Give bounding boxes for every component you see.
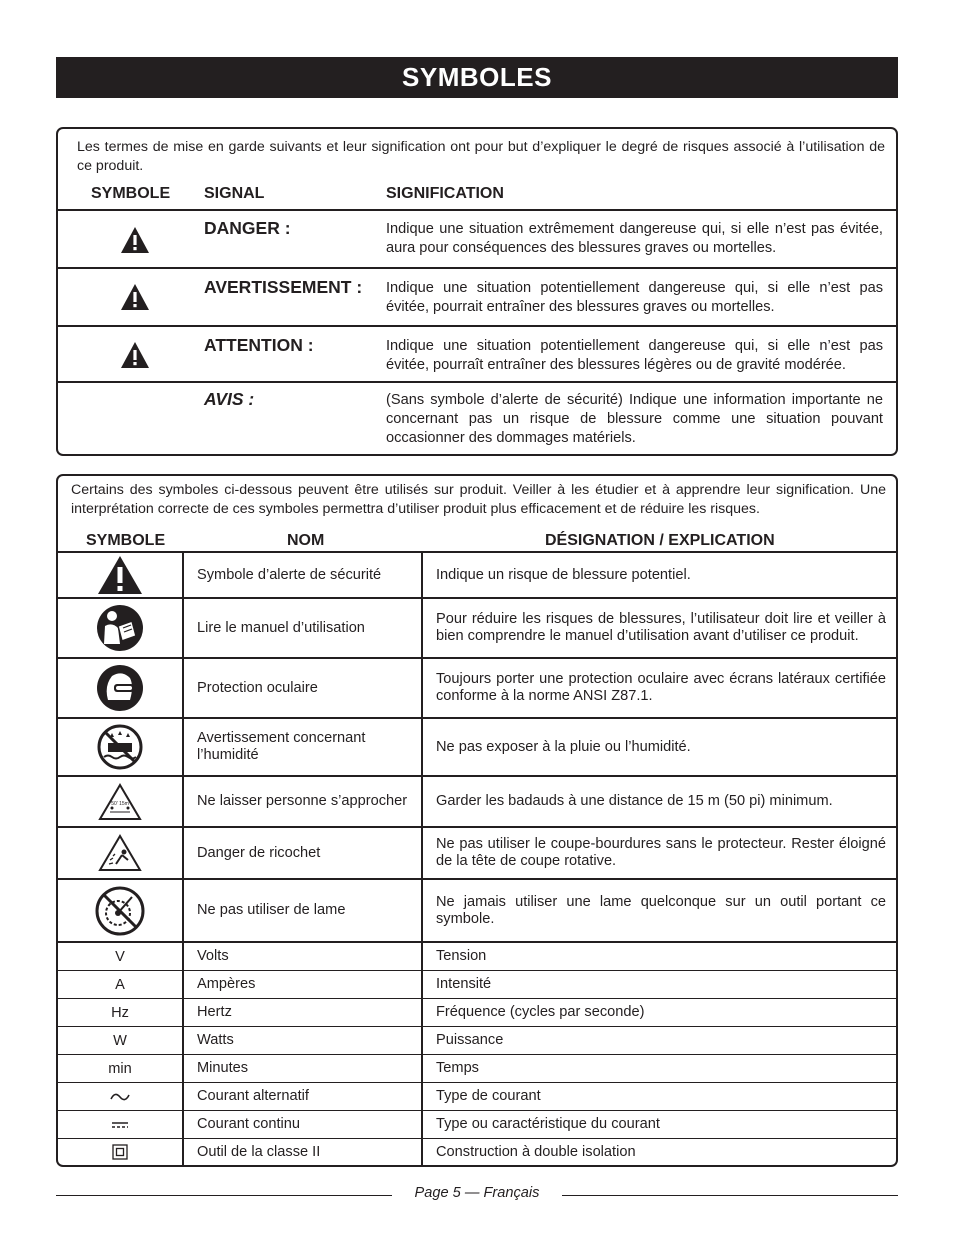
symbol-name: Protection oculaire (197, 679, 318, 696)
symbol-explanation: Garder les badauds à une distance de 15 m (50 pi) minimum. (436, 793, 833, 809)
symbol-name: Symbole d’alerte de sécurité (197, 566, 382, 583)
symbol-volts: V (115, 948, 125, 965)
alternating-current-icon (110, 1091, 130, 1103)
signal-words-table (56, 127, 898, 456)
signal-header-symbol: SYMBOLE (91, 185, 171, 202)
symbol-explanation: Indique un risque de blessure potentiel. (436, 566, 691, 583)
symbols-intro: Certains des symboles ci-dessous peuvent être utilisés sur produit. Veiller à les étudier et à apprendre leur signification. Une interprétation correcte de ces symboles permettra d’utiliser produit plus efficacement et de réduire les risques. (71, 482, 886, 517)
symbol-amperes: A (115, 976, 125, 993)
symbol-name: Minutes (197, 1060, 249, 1076)
page-footer: Page 5 — Français (414, 1185, 540, 1201)
symbol-explanation: Intensité (436, 976, 492, 992)
symbol-explanation: Temps (436, 1060, 479, 1076)
symbol-name: Danger de ricochet (197, 844, 321, 861)
symbol-explanation: Ne pas utiliser le coupe-bourdures sans le protecteur. Rester éloigné de la tête de coupe rotative. (436, 836, 886, 869)
meaning-avis: (Sans symbole d’alerte de sécurité) Indique une information importante ne concernant pas un risque de blessure comme une situation pouvant occasionner des dommages matériels. (386, 392, 883, 446)
direct-current-icon (111, 1120, 129, 1130)
symbols-header-name: NOM (287, 532, 325, 549)
symbol-explanation: Construction à double isolation (436, 1143, 636, 1160)
read-manual-icon (96, 604, 144, 652)
symbol-hertz: Hz (111, 1004, 129, 1021)
ricochet-icon (98, 834, 142, 872)
symbol-explanation: Type ou caractéristique du courant (436, 1116, 660, 1132)
symbol-name: Volts (197, 948, 229, 964)
signal-avertissement: AVERTISSEMENT : (204, 277, 363, 297)
signal-header-signal: SIGNAL (204, 185, 265, 202)
symbol-name: Courant alternatif (197, 1088, 309, 1104)
symbols-header-symbol: SYMBOLE (86, 532, 166, 549)
symbol-explanation: Ne jamais utiliser une lame quelconque sur un outil portant ce symbole. (436, 893, 886, 927)
symbol-name: Ne pas utiliser de lame (197, 902, 346, 918)
symbol-explanation: Ne pas exposer à la pluie ou l’humidité. (436, 738, 691, 755)
warning-triangle-icon (120, 283, 150, 311)
eye-protection-icon (96, 664, 144, 712)
symbol-explanation: Pour réduire les risques de blessures, l’utilisateur doit lire et veiller à bien comprendre le manuel d’utilisation avant d’utiliser ce produit. (436, 611, 886, 644)
title-bar (56, 57, 898, 98)
keep-bystanders-away-icon (98, 783, 142, 821)
meaning-danger: Indique une situation extrêmement dangereuse qui, si elle n’est pas évitée, aura pour conséquences des blessures graves ou mortelles. (386, 221, 883, 256)
safety-alert-icon (97, 555, 143, 595)
symbol-name: Ne laisser personne s’approcher (197, 793, 408, 809)
symbol-watts: W (113, 1032, 127, 1049)
symbol-explanation: Type de courant (436, 1088, 541, 1104)
page-title: SYMBOLES (402, 62, 552, 92)
symbol-explanation: Fréquence (cycles par seconde) (436, 1004, 645, 1020)
signal-attention: ATTENTION : (204, 335, 314, 355)
warning-triangle-icon (120, 341, 150, 369)
symbol-name: Avertissement concernant l’humidité (197, 730, 366, 763)
symbol-name: Watts (197, 1032, 234, 1048)
symbols-header-explanation: DÉSIGNATION / EXPLICATION (545, 532, 775, 549)
signal-danger: DANGER : (204, 218, 291, 238)
symbol-name: Courant continu (197, 1116, 301, 1132)
symbol-explanation: Tension (436, 948, 487, 964)
symbol-name: Hertz (197, 1004, 232, 1020)
signal-intro: Les termes de mise en garde suivants et leur signification ont pour but d’expliquer le degré de risques associé à l’utilisation de ce produit. (77, 139, 885, 174)
class-ii-tool-icon (112, 1144, 128, 1160)
meaning-avertissement: Indique une situation potentiellement dangereuse qui, si elle n’est pas évitée, pourrait entraîner des blessures graves ou mortelles. (386, 280, 883, 315)
symbol-name: Outil de la classe II (197, 1143, 321, 1160)
svg-text:50’ 15m: 50’ 15m (111, 800, 129, 807)
warning-triangle-icon (120, 226, 150, 254)
footer-rule-right (562, 1195, 898, 1196)
footer-rule-left (56, 1195, 392, 1196)
signal-avis: AVIS : (204, 389, 255, 409)
symbol-explanation: Toujours porter une protection oculaire avec écrans latéraux certifiée conforme à la norme ANSI Z87.1. (436, 671, 886, 704)
symbol-explanation: Puissance (436, 1032, 504, 1048)
symbol-name: Lire le manuel d’utilisation (197, 619, 365, 636)
symbol-name: Ampères (197, 976, 256, 992)
signal-header-meaning: SIGNIFICATION (386, 185, 504, 202)
meaning-attention: Indique une situation potentiellement dangereuse qui, si elle n’est pas évitée, pourraît entraîner des blessures légères ou de gravité modérée. (386, 338, 883, 373)
wet-conditions-icon (96, 723, 144, 771)
symbol-minutes: min (108, 1060, 132, 1077)
no-blade-icon (94, 885, 146, 937)
symbols-table (56, 474, 898, 1167)
